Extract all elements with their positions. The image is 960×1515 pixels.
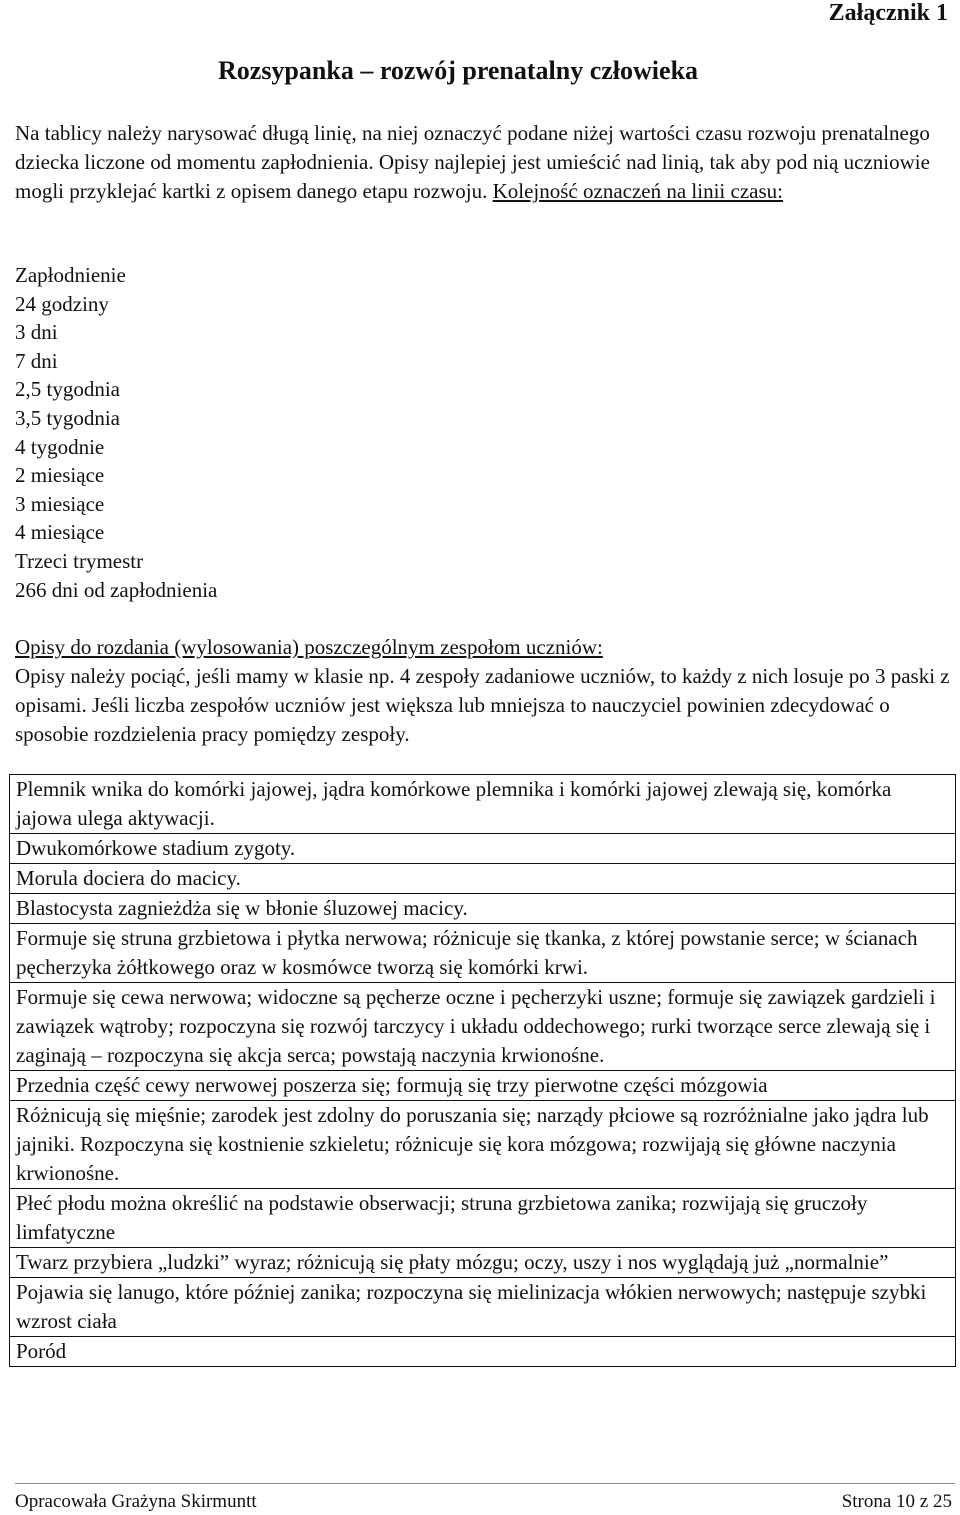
list-item: 4 miesiące — [15, 520, 105, 545]
description-cell: Różnicują się mięśnie; zarodek jest zdolny do poruszania się; narządy płciowe są rozróżnialne jako jądra lub jajniki. Rozpoczyna się kostnienie szkieletu; różnicuje się kora mózgowa; rozwijają się główne naczynia krwionośne. — [10, 1101, 956, 1189]
annex-label: Załącznik 1 — [828, 0, 948, 26]
table-row — [10, 1278, 956, 1337]
opisy-text: Opisy należy pociąć, jeśli mamy w klasie np. 4 zespoły zadaniowe uczniów, to każdy z nich losuje po 3 paski z opisami. Jeśli liczba zespołów uczniów jest większa lub mniejsza to nauczyciel powinien zdecydować o sposobie rozdzielenia pracy pomiędzy zespoły. — [15, 664, 950, 746]
table-row — [10, 864, 956, 894]
table-row — [10, 983, 956, 1071]
description-cell: Formuje się struna grzbietowa i płytka nerwowa; różnicuje się tkanka, z której powstanie serce; w ścianach pęcherzyka żółtkowego oraz w kosmówce tworzą się komórki krwi. — [10, 924, 956, 983]
description-cell: Morula dociera do macicy. — [10, 864, 956, 894]
list-item: Zapłodnienie — [15, 263, 126, 287]
table-row — [10, 775, 956, 834]
timeline-list — [15, 261, 217, 604]
description-cell: Poród — [10, 1337, 956, 1367]
table-row — [10, 1101, 956, 1189]
opisy-section — [15, 633, 955, 749]
list-item: 24 godziny — [15, 291, 109, 316]
list-item: 2 miesiące — [15, 463, 105, 488]
intro-text: Na tablicy należy narysować długą linię, na niej oznaczyć podane niżej wartości czasu rozwoju prenatalnego dziecka liczone od momentu zapłodnienia. Opisy najlepiej jest umieścić nad linią, tak aby pod nią uczniowie mogli przyklejać kartki z opisem danego etapu rozwoju. — [15, 121, 930, 203]
description-cell: Twarz przybiera „ludzki” wyraz; różnicują się płaty mózgu; oczy, uszy i nos wyglądają już „normalnie” — [10, 1248, 956, 1278]
list-item: 3 dni — [15, 320, 58, 345]
table-row — [10, 1189, 956, 1248]
description-cell: Płeć płodu można określić na podstawie obserwacji; struna grzbietowa zanika; rozwijają się gruczoły limfatyczne — [10, 1189, 956, 1248]
list-item: Trzeci trymestr — [15, 548, 144, 573]
description-cell: Blastocysta zagnieżdża się w błonie śluzowej macicy. — [10, 894, 956, 924]
list-item: 3 miesiące — [15, 491, 105, 516]
description-cell: Przednia część cewy nerwowej poszerza się; formują się trzy pierwotne części mózgowia — [10, 1071, 956, 1101]
description-cell: Pojawia się lanugo, które później zanika; rozpoczyna się mielinizacja włókien nerwowych; następuje szybki wzrost ciała — [10, 1278, 956, 1337]
list-item: 4 tygodnie — [15, 434, 105, 459]
description-cell: Formuje się cewa nerwowa; widoczne są pęcherze oczne i pęcherzyki uszne; formuje się zawiązek gardzieli i zawiązek wątroby; rozpoczyna się rozwój tarczycy i układu oddechowego; rurki tworzące serce zlewają się i zaginają – rozpoczyna się akcja serca; powstają naczynia krwionośne. — [10, 983, 956, 1071]
footer-page-number: Strona 10 z 25 — [841, 1491, 952, 1512]
footer-author: Opracowała Grażyna Skirmuntt — [15, 1491, 257, 1512]
list-item: 7 dni — [15, 348, 58, 373]
table-row — [10, 894, 956, 924]
list-item: 3,5 tygodnia — [15, 405, 120, 430]
intro-paragraph — [15, 119, 955, 206]
table-row — [10, 1337, 956, 1367]
table-row — [10, 834, 956, 864]
table-row — [10, 924, 956, 983]
list-item: 2,5 tygodnia — [15, 377, 120, 402]
intro-section — [15, 119, 955, 206]
list-item: 266 dni od zapłodnienia — [15, 577, 218, 602]
document-title: Rozsypanka – rozwój prenatalny człowieka — [218, 56, 699, 85]
footer-divider — [15, 1483, 955, 1484]
description-cell: Plemnik wnika do komórki jajowej, jądra komórkowe plemnika i komórki jajowej zlewają się, komórka jajowa ulega aktywacji. — [10, 775, 956, 834]
table-row — [10, 1248, 956, 1278]
table-row — [10, 1071, 956, 1101]
order-heading: Kolejność oznaczeń na linii czasu: — [492, 179, 783, 203]
description-cell: Dwukomórkowe stadium zygoty. — [10, 834, 956, 864]
descriptions-table — [9, 774, 956, 1367]
opisy-heading: Opisy do rozdania (wylosowania) poszczególnym zespołom uczniów: — [15, 635, 603, 659]
